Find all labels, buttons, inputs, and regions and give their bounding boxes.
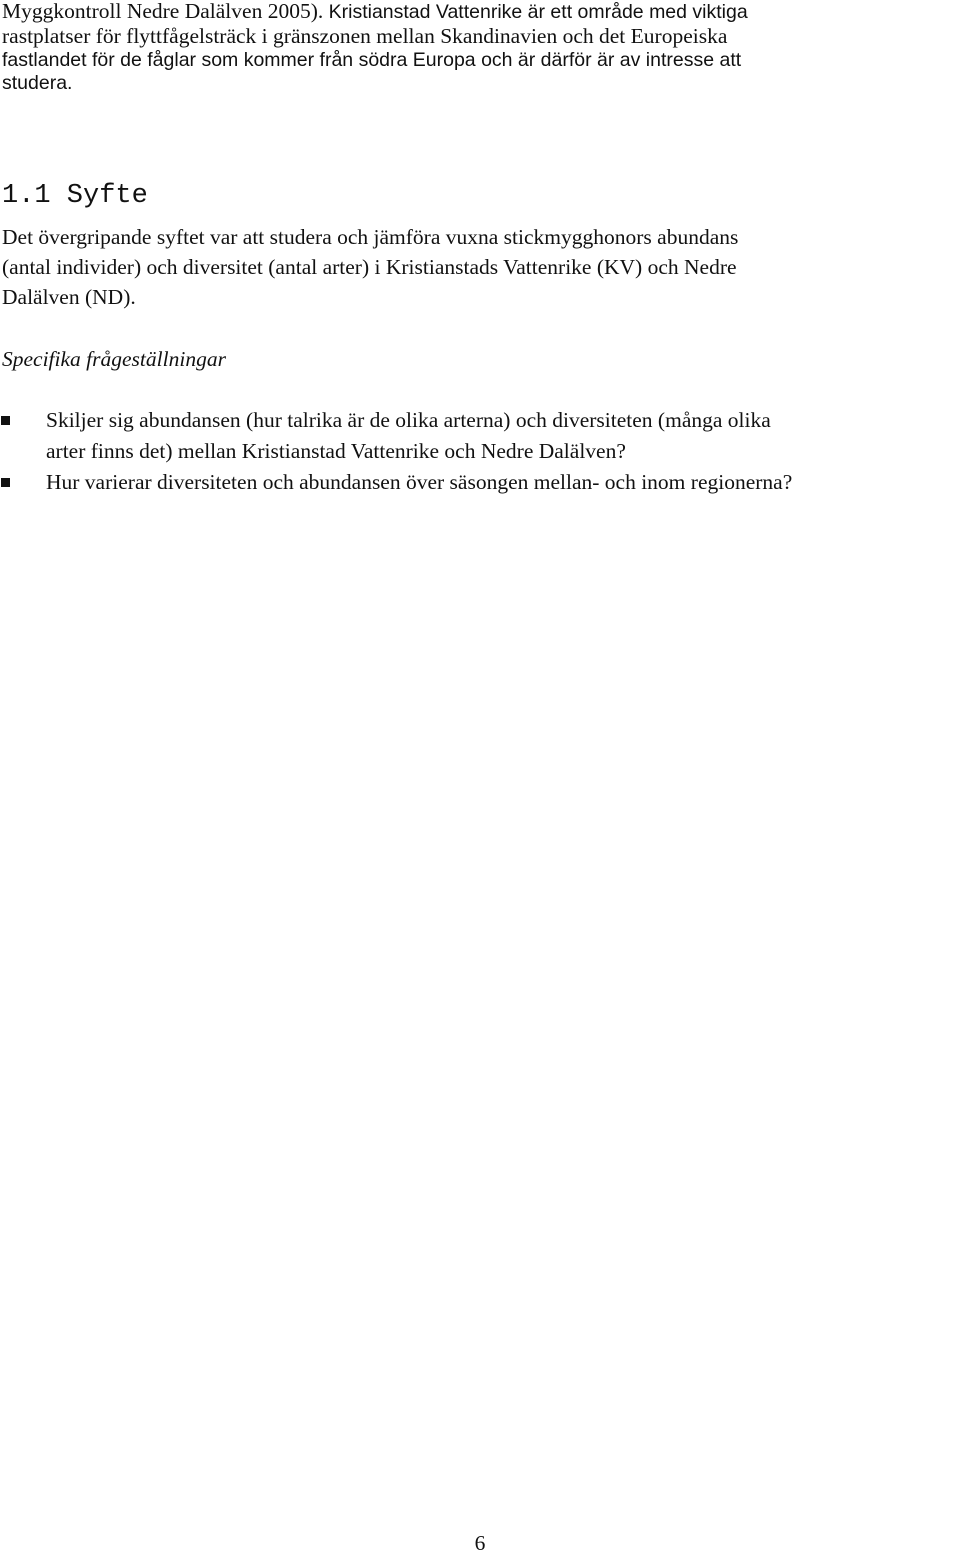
square-bullet-icon (1, 416, 10, 425)
question-line: Skiljer sig abundansen (hur talrika är de olika arterna) och diversiteten (många olika (46, 408, 771, 432)
purpose-line: Dalälven (ND). (2, 285, 136, 309)
intro-line: studera. (2, 72, 73, 94)
intro-line: rastplatser för flyttfågelsträck i gränszonen mellan Skandinavien och det Europeiska (2, 24, 728, 48)
question-line: Hur varierar diversiteten och abundansen över säsongen mellan- och inom regionerna? (46, 470, 793, 494)
intro-line (2, 0, 748, 24)
question-list (0, 405, 792, 498)
page-number: 6 (474, 1531, 486, 1555)
subheading: Specifika frågeställningar (2, 347, 226, 371)
intro-paragraph (2, 0, 748, 95)
list-item (0, 405, 792, 467)
intro-line: fastlandet för de fåglar som kommer från södra Europa och är därför är av intresse att (2, 49, 742, 71)
intro-line-serif-part: Myggkontroll Nedre Dalälven 2005). (2, 0, 329, 23)
square-bullet-icon (1, 478, 10, 487)
purpose-line: Det övergripande syftet var att studera och jämföra vuxna stickmygghonors abundans (2, 225, 739, 249)
section-heading: 1.1 Syfte (2, 181, 148, 211)
question-line: arter finns det) mellan Kristianstad Vattenrike och Nedre Dalälven? (46, 439, 626, 463)
purpose-paragraph (2, 222, 738, 312)
purpose-line: (antal individer) och diversitet (antal arter) i Kristianstads Vattenrike (KV) och Nedre (2, 255, 737, 279)
list-item (0, 467, 792, 498)
intro-line-sans-part: Kristianstad Vattenrike är ett område med viktiga (328, 1, 748, 23)
